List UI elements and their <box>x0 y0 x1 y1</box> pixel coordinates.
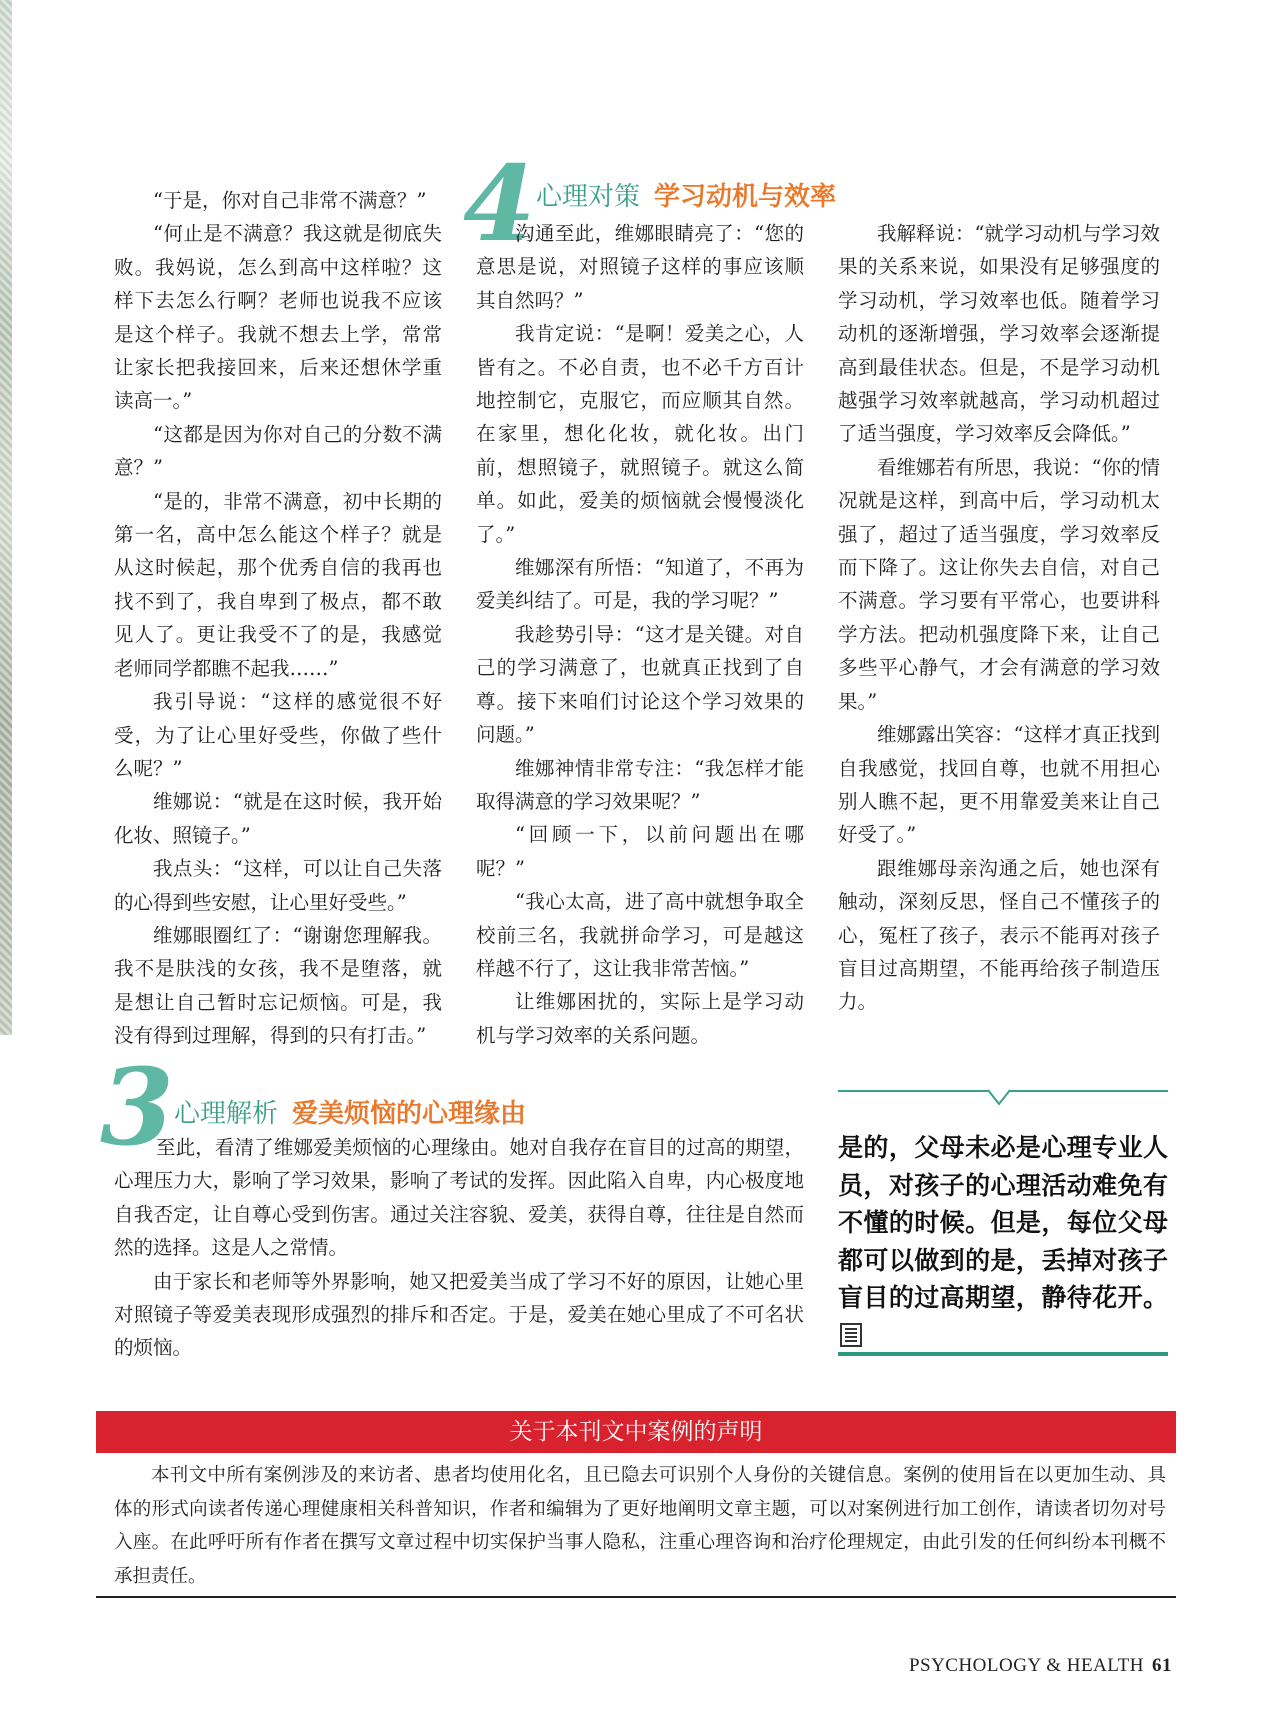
article-column-2 <box>476 217 804 1052</box>
decorative-photo-strip <box>0 0 12 1035</box>
paragraph: “回顾一下，以前问题出在哪呢？” <box>476 823 804 880</box>
magazine-name: PSYCHOLOGY & HEALTH <box>908 1655 1144 1676</box>
section-4-kind: 心理对策 <box>536 182 641 212</box>
paragraph: 维娜深有所悟：“知道了，不再为爱美纠结了。可是，我的学习呢？” <box>476 556 804 613</box>
quote-body: 是的，父母未必是心理专业人员，对孩子的心理活动难免有不懂的时候。但是，每位父母都可以做到的是，丢掉对孩子盲目的过高期望，静待花开。 <box>838 1133 1168 1312</box>
paragraph: 我点头：“这样，可以让自己失落的心得到些安慰，让心里好受些。” <box>114 857 442 914</box>
page-number: 61 <box>1152 1655 1172 1676</box>
section-number-4: 4 <box>463 142 536 265</box>
section-4-heading <box>536 181 836 213</box>
paragraph: “何止是不满意？我这就是彻底失败。我妈说，怎么到高中这样啦？这样下去怎么行啊？老师也说我不应该是这个样子。我就不想去上学，常常让家长把我接回来，后来还想休学重读高一。” <box>114 222 442 413</box>
paragraph: 跟维娜母亲沟通之后，她也深有触动，深刻反思，怪自己不懂孩子的心，冤枉了孩子，表示不能再对孩子盲目过高期望，不能再给孩子制造压力。 <box>838 856 1160 1014</box>
declaration-bottom-rule <box>96 1596 1176 1598</box>
paragraph: “于是，你对自己非常不满意？” <box>153 189 427 212</box>
section-3-topic: 爱美烦恼的心理缘由 <box>292 1099 527 1129</box>
paragraph: “是的，非常不满意，初中长期的第一名，高中怎么能这个样子？就是从这时候起，那个优秀自信的我再也找不到了，我自卑到了极点，都不敢见人了。更让我受不了的是，我感觉老师同学都瞧不起我……” <box>114 489 442 680</box>
quote-notch-icon <box>988 1089 1010 1111</box>
paragraph: 让维娜困扰的，实际上是学习动机与学习效率的关系问题。 <box>476 990 804 1047</box>
paragraph: 维娜神情非常专注：“我怎样才能取得满意的学习效果呢？” <box>476 756 804 813</box>
section-4-topic: 学习动机与效率 <box>654 182 837 212</box>
paragraph: 我趁势引导：“这才是关键。对自己的学习满意了，也就真正找到了自尊。接下来咱们讨论这个学习效果的问题。” <box>476 622 804 747</box>
paragraph: 维娜说：“就是在这时候，我开始化妆、照镜子。” <box>114 790 442 847</box>
paragraph: 我肯定说：“是啊！爱美之心，人皆有之。不必自责，也不必千方百计地控制它，克服它，而应顺其自然。在家里，想化化妆，就化妆。出门前，想照镜子，就照镜子。就这么简单。如此，爱美的烦恼就会慢慢淡化了。” <box>476 322 804 546</box>
declaration-banner: 关于本刊文中案例的声明 <box>96 1411 1176 1453</box>
paragraph: 本刊文中所有案例涉及的来访者、患者均使用化名，且已隐去可识别个人身份的关键信息。案例的使用旨在以更加生动、具体的形式向读者传递心理健康相关科普知识，作者和编辑为了更好地阐明文章主题，可以对案例进行加工创作，请读者切勿对号入座。在此呼吁所有作者在撰写文章过程中切实保护当事人隐私，注重心理咨询和治疗伦理规定，由此引发的任何纠纷本刊概不承担责任。 <box>114 1465 1166 1587</box>
paragraph: 维娜眼圈红了：“谢谢您理解我。我不是肤浅的女孩，我不是堕落，就是想让自己暂时忘记烦恼。可是，我没有得到过理解，得到的只有打击。” <box>114 923 442 1048</box>
paragraph: 看维娜若有所思，我说：“你的情况就是这样，到高中后，学习动机太强了，超过了适当强度，学习效率反而下降了。这让你失去自信，对自己不满意。学习要有平常心，也要讲科学方法。把动机强度降下来，让自己多些平心静气，才会有满意的学习效果。” <box>838 455 1160 713</box>
paragraph: 维娜露出笑容：“这样才真正找到自我感觉，找回自尊，也就不用担心别人瞧不起，更不用靠爱美来让自己好受了。” <box>838 723 1160 847</box>
paragraph: “这都是因为你对自己的分数不满意？” <box>114 422 442 480</box>
page-footer <box>909 1655 1172 1677</box>
section-3-kind: 心理解析 <box>174 1099 279 1129</box>
quote-text <box>838 1129 1168 1354</box>
paragraph: 至此，看清了维娜爱美烦恼的心理缘由。她对自我存在盲目的过高的期望，心理压力大，影响了学习效果，影响了考试的发挥。因此陷入自卑，内心极度地自我否定，让自尊心受到伤害。通过关注容貌、爱美，获得自尊，往往是自然而然的选择。这是人之常情。 <box>114 1136 804 1260</box>
paragraph: 由于家长和老师等外界影响，她又把爱美当成了学习不好的原因，让她心里对照镜子等爱美表现形成强烈的排斥和否定。于是，爱美在她心里成了不可名状的烦恼。 <box>114 1269 804 1360</box>
section-3-body <box>114 1131 804 1365</box>
end-seal-icon <box>840 1323 862 1347</box>
quote-bottom-rule <box>838 1352 1168 1356</box>
article-column-3 <box>838 217 1160 1019</box>
paragraph: “我心太高，进了高中就想争取全校前三名，我就拼命学习，可是越这样越不行了，这让我非常苦恼。” <box>476 890 804 980</box>
article-column-1 <box>114 184 442 1053</box>
section-number-3: 3 <box>100 1044 174 1169</box>
paragraph: 沟通至此，维娜眼睛亮了：“您的意思是说，对照镜子这样的事应该顺其自然吗？” <box>476 222 804 312</box>
section-3-heading <box>174 1098 526 1130</box>
declaration-body <box>114 1459 1166 1593</box>
paragraph: 我引导说：“这样的感觉很不好受，为了让心里好受些，你做了些什么呢？” <box>114 690 442 780</box>
paragraph: 我解释说：“就学习动机与学习效果的关系来说，如果没有足够强度的学习动机，学习效率也低。随着学习动机的逐渐增强，学习效率会逐渐提高到最佳状态。但是，不是学习动机越强学习效率就越高，学习动机超过了适当强度，学习效率反会降低。” <box>838 222 1160 446</box>
